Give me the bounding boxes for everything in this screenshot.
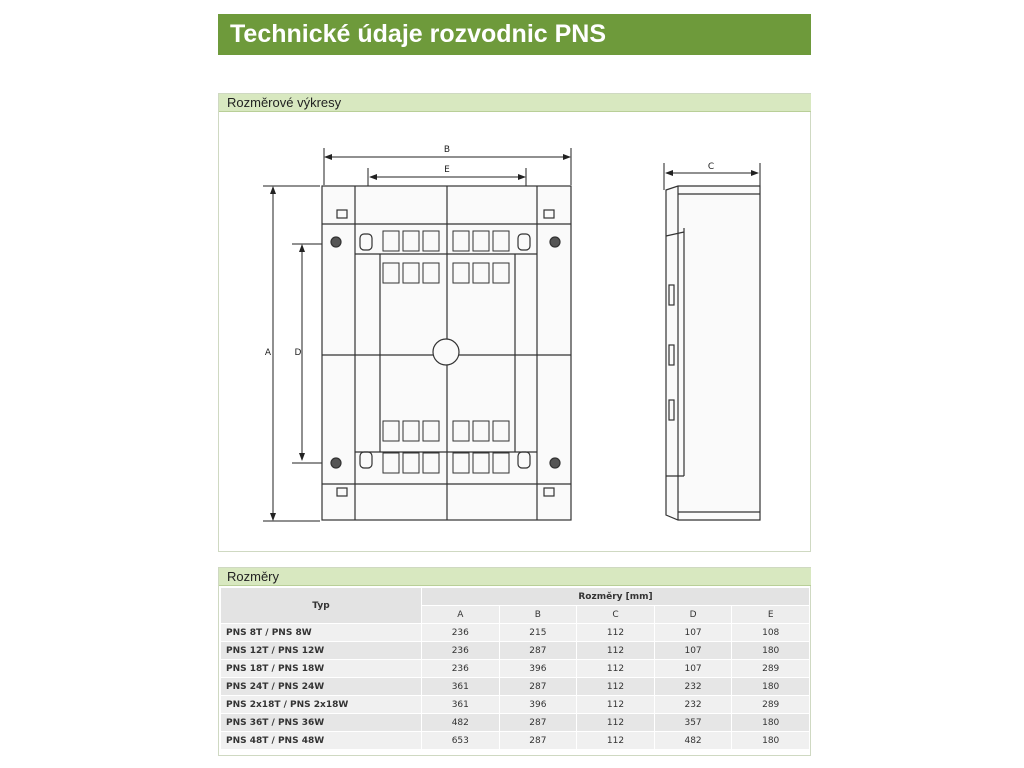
value-cell: 361	[422, 696, 500, 714]
type-cell: PNS 48T / PNS 48W	[221, 732, 422, 750]
dimensions-section-heading: Rozměry	[219, 568, 811, 586]
value-cell: 289	[732, 696, 810, 714]
label-e: E	[444, 165, 450, 175]
value-cell: 215	[499, 624, 577, 642]
drawing-section-heading: Rozměrové výkresy	[219, 94, 811, 112]
value-cell: 112	[577, 732, 655, 750]
col-header: A	[422, 606, 500, 624]
table-row	[221, 678, 810, 696]
value-cell: 287	[499, 678, 577, 696]
label-b: B	[443, 145, 451, 155]
value-cell: 396	[499, 696, 577, 714]
type-cell: PNS 18T / PNS 18W	[221, 660, 422, 678]
value-cell: 482	[422, 714, 500, 732]
table-row	[221, 660, 810, 678]
table-row	[221, 714, 810, 732]
dimensions-table	[220, 587, 810, 750]
value-cell: 236	[422, 642, 500, 660]
col-header: C	[577, 606, 655, 624]
table-row	[221, 732, 810, 750]
label-d: D	[294, 348, 302, 358]
value-cell: 236	[422, 660, 500, 678]
value-cell: 108	[732, 624, 810, 642]
table-row	[221, 642, 810, 660]
value-cell: 232	[654, 678, 732, 696]
value-cell: 112	[577, 714, 655, 732]
value-cell: 112	[577, 660, 655, 678]
value-cell: 180	[732, 642, 810, 660]
value-cell: 287	[499, 714, 577, 732]
type-header: Typ	[221, 588, 422, 624]
front-view	[322, 186, 571, 520]
value-cell: 107	[654, 642, 732, 660]
label-c: C	[707, 162, 715, 172]
table-row	[221, 624, 810, 642]
value-cell: 112	[577, 642, 655, 660]
value-cell: 361	[422, 678, 500, 696]
type-cell: PNS 12T / PNS 12W	[221, 642, 422, 660]
value-cell: 653	[422, 732, 500, 750]
table-row	[221, 696, 810, 714]
value-cell: 357	[654, 714, 732, 732]
value-cell: 112	[577, 624, 655, 642]
col-header: B	[499, 606, 577, 624]
col-header: D	[654, 606, 732, 624]
type-cell: PNS 36T / PNS 36W	[221, 714, 422, 732]
value-cell: 180	[732, 678, 810, 696]
value-cell: 287	[499, 732, 577, 750]
col-header: E	[732, 606, 810, 624]
value-cell: 396	[499, 660, 577, 678]
type-cell: PNS 8T / PNS 8W	[221, 624, 422, 642]
value-cell: 236	[422, 624, 500, 642]
value-cell: 107	[654, 624, 732, 642]
value-cell: 180	[732, 714, 810, 732]
value-cell: 482	[654, 732, 732, 750]
page-title: Technické údaje rozvodnic PNS	[218, 14, 811, 55]
label-a: A	[264, 348, 272, 358]
value-cell: 112	[577, 696, 655, 714]
value-cell: 289	[732, 660, 810, 678]
value-cell: 112	[577, 678, 655, 696]
dimensions-group-header: Rozměry [mm]	[422, 588, 810, 606]
side-view	[666, 186, 760, 520]
type-cell: PNS 2x18T / PNS 2x18W	[221, 696, 422, 714]
value-cell: 180	[732, 732, 810, 750]
value-cell: 232	[654, 696, 732, 714]
type-cell: PNS 24T / PNS 24W	[221, 678, 422, 696]
value-cell: 107	[654, 660, 732, 678]
value-cell: 287	[499, 642, 577, 660]
dimension-drawing	[250, 140, 790, 535]
